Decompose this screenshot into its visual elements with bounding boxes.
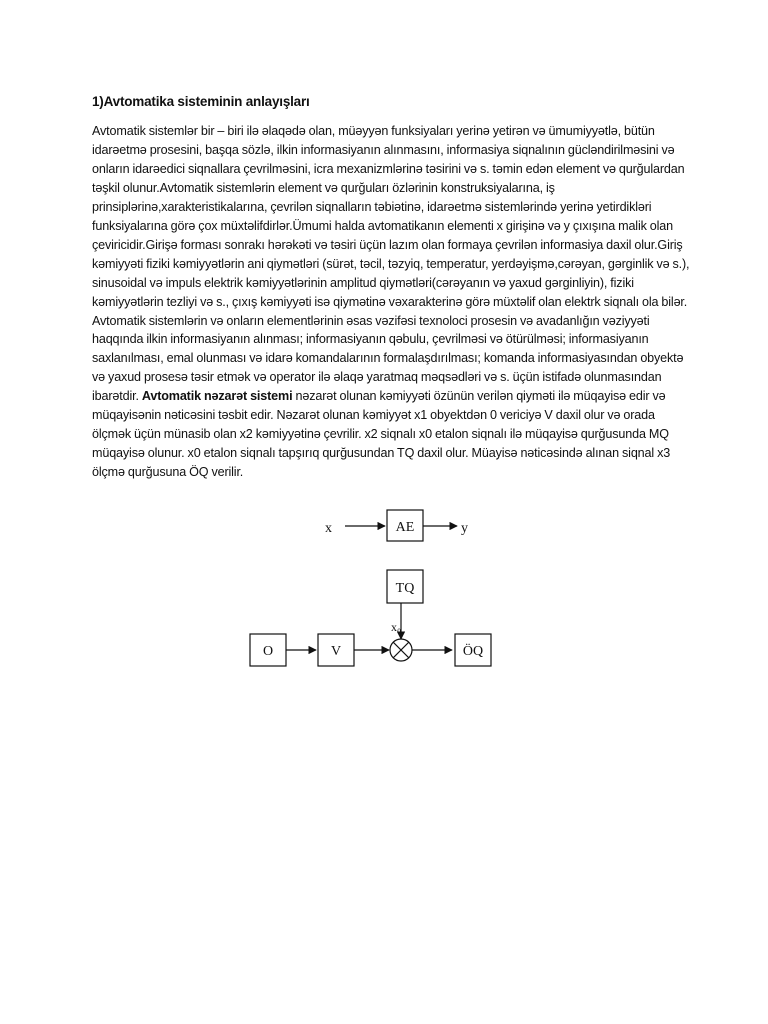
- element-diagram: [325, 510, 468, 541]
- paragraph-part-2: nəzarət olunan kəmiyyəti özünün verilən qiyməti ilə müqayisə edir və müqayisənin nəticəsini təsbit edir. Nəzarət olunan kəmiyyət x1 obyektdən 0 vericiyə V daxil olur və orada ölçmək üçün münasib olan x2 kəmiyyətinə çevrilir. x2 siqnalı x0 etalon siqnalı ilə müqayisə qurğusunda MQ müqayisə olunur. x0 etalon siqnalı tapşırıq qurğusundan TQ daxil olur. Müayisə nəticəsində alınan siqnal x3 ölçmə qurğusuna ÖQ verilir.: [92, 389, 671, 480]
- section-title: 1)Avtomatika sisteminin anlayışları: [92, 94, 310, 109]
- output-y-label: y: [461, 521, 468, 536]
- ae-block-label: AE: [395, 520, 415, 535]
- object-block-label: O: [263, 644, 274, 659]
- bold-term: Avtomatik nəzarət sistemi: [141, 389, 293, 404]
- control-system-diagram: [250, 570, 491, 666]
- input-x-label: x: [325, 521, 332, 536]
- tq-block-label: TQ: [395, 581, 415, 596]
- block-diagram: [0, 500, 768, 700]
- measure-block-label: ÖQ: [462, 644, 484, 659]
- paragraph-part-1: Avtomatik sistemlər bir – biri ilə əlaqədə olan, müəyyən funksiyaları yerinə yetirən və ümumiyyətlə, bütün idarəetmə prosesini, başqa sözlə, ilkin informasiyanın alınmasını, informasiya siqnalının gücləndirilməsini və onların idarəedici siqnallara çevrilməsini, icra mexanizmlərinə təsirini və s. təmin edən element və qurğulardan təşkil olunur.Avtomatik sistemlərin element və qurğuları özlərinin konstruksiyalarına, iş prinsiplərinə,xarakteristikalarına, çevrilən siqnalların təbiətinə, idarəetmə sistemlərində yerinə yetirdikləri funksiyalarına görə çox müxtəlifdirlər.Ümumi halda avtomatikanın elementi x girişinə və y çıxışına malik olan çeviricidir.Girişə forması sonrakı hərəkəti və təsiri üçün lazım olan formaya çevrilən informasiya daxil olur.Giriş kəmiyyəti fiziki kəmiyyətlərin ani qiymətləri (sürət, təcil, təzyiq, temperatur, yerdəyişmə,cərəyan, gərginlik və s.), sinusoidal və impuls elektrik kəmiyyətlərinin amplitud qiymətləri(cərəyanın və yaxud gərginliyin), fiziki kəmiyyətlərin tezliyi və s., çıxış kəmiyyəti isə qiymətinə vəxarakterinə görə müxtəlif olan elektrk siqnalı ola bilər. Avtomatik sistemlərin və onların elementlərinin əsas vəzifəsi texnoloci prosesin və avadanlığın vəziyyəti haqqında ilkin informasiyanın alınması; informasiyanın qəbulu, çevrilməsi və ötürülməsi; informasiyanın saxlanılması, emal olunması və idarə komandalarının formalaşdırılması; komanda informasiyasından obyektə və yaxud prosesə təsir etmək və operator ilə əlaqə yaratmaq məqsədləri və s. üçün istifadə olunmasından ibarətdir.: [92, 124, 690, 404]
- body-paragraph: [92, 122, 692, 482]
- reference-label: x₀: [391, 620, 402, 634]
- sensor-block-label: V: [330, 644, 342, 659]
